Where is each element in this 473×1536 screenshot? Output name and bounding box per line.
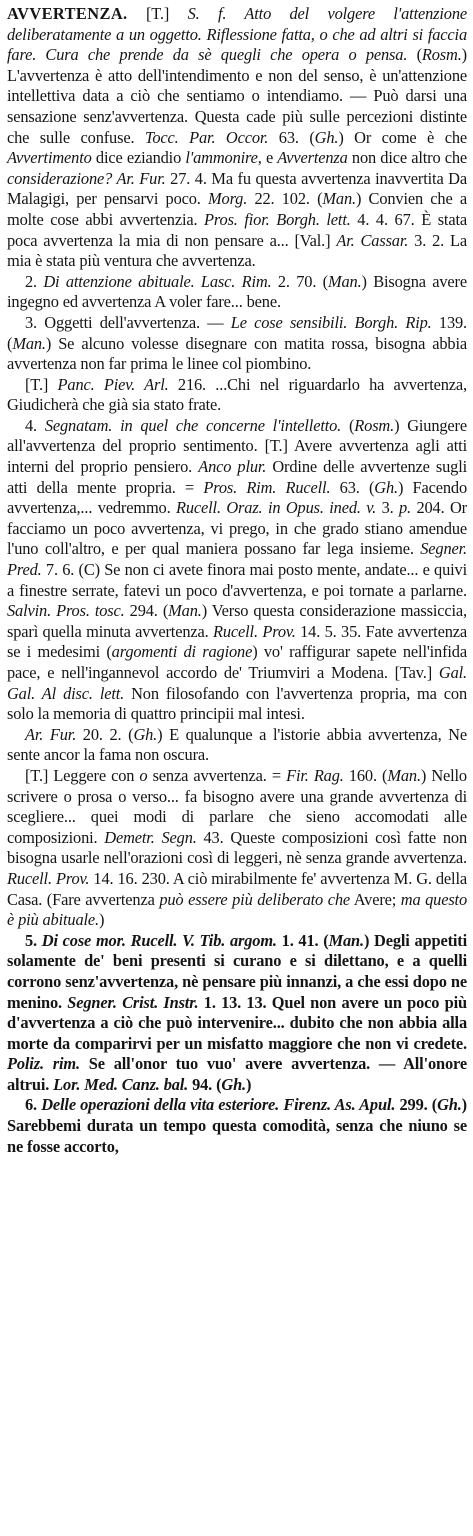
italic-segment: Tocc. Par. Occor. <box>144 127 269 147</box>
text-segment: ) L'avvertenza è atto dell'intendimento e non del senso, è un'attenzione intellettiva data a ciò che sentiamo o intendiamo. — Può darsi una sensazione senz'avvertenza. Questa cade più sulle percezioni distinte che sulle confuse. <box>7 45 467 147</box>
italic-segment: Man. <box>327 271 362 291</box>
text-segment: 7. 6. (C) Se non ci avete finora mai posto mente, andate... e quivi a finestre serrate, fatevi un poco d'avvertenza, e poi tornate a parlarne. <box>7 560 467 600</box>
italic-segment: Le cose sensibili. Borgh. Rip. <box>230 312 432 332</box>
text-segment: dice eziandio <box>91 148 186 168</box>
italic-segment: Rucell. Oraz. in Opus. ined. v. <box>176 498 377 518</box>
italic-segment: Pros. fior. Borgh. lett. <box>204 209 351 229</box>
italic-segment: Ar. Cassar. <box>336 230 409 250</box>
text-segment: [T.] <box>25 374 58 394</box>
text-segment: 5. <box>25 930 42 950</box>
text-segment: ( <box>341 415 355 435</box>
text-segment: 204. Or facciamo un poco avvertenza, vi prego, in che grado stiano amendue l'uno coll'altro, e per qual maniera possano far lega insieme. <box>7 498 467 559</box>
italic-segment: Gh. <box>133 724 158 744</box>
italic-segment: Delle operazioni della vita esteriore. Firenz. As. Apul. <box>41 1095 396 1115</box>
text-segment: ) Nello scrivere o prosa o verso... fa bisogno avere una grande avvertenza di scegliere... quei modi di parlare che sieno accomodati alle composizioni. <box>7 765 467 847</box>
text-segment: ) <box>98 910 105 930</box>
italic-segment: Panc. Piev. Arl. <box>57 374 169 394</box>
italic-segment: Rucell. Prov. <box>7 868 90 888</box>
text-segment: 1. 41. ( <box>276 930 329 950</box>
text-segment: [T.] Leggere con <box>25 765 140 785</box>
text-segment: 294. ( <box>124 601 169 621</box>
entry-paragraph <box>7 375 467 416</box>
text-segment: 160. ( <box>343 765 388 785</box>
italic-segment: Gh. <box>314 127 339 147</box>
text-segment: 94. ( <box>188 1074 222 1094</box>
text-segment: ) E qualunque a l'istorie abbia avvertenza, Ne sente ancor la fama non oscura. <box>7 724 467 765</box>
text-segment: 3. Oggetti dell'avvertenza. — <box>25 312 231 332</box>
text-segment: 14. 5. 35. Fate avvertenza se i medesimi ( <box>7 621 467 662</box>
italic-segment: Poliz. rim. <box>7 1054 80 1074</box>
italic-segment: Man. <box>387 765 421 785</box>
text-segment: Ordine delle avvertenze sugli atti della mente propria. = <box>7 457 468 497</box>
text-segment: non dice altro che <box>347 148 467 168</box>
text-segment: 1. 13. 13. Quel non avere un poco più d'avvertenza a ciò che può intervenire... dubito che non abbia alla morte da comparirvi per un misfatto maggiore che non vi credete. <box>7 992 467 1053</box>
text-segment: 6. <box>25 1095 42 1115</box>
italic-segment: Demetr. Segn. <box>104 827 197 847</box>
text-segment: 216. ...Chi nel riguardarlo ha avvertenza, Giudicherà che già sia stato frate. <box>7 374 467 415</box>
italic-segment: S. f. Atto del volgere l'attenzione deliberatamente a un oggetto. Riflessione fatta, o che ad altri si faccia fare. Cura che prende da sè quegli che opera o pensa. <box>7 4 467 65</box>
text-segment: ) Giungere all'avvertenza del proprio sentimento. [T.] Avere avvertenza agli atti interni del proprio pensiero. <box>7 415 467 477</box>
text-segment: , e <box>257 148 278 168</box>
italic-segment: Man. <box>12 333 46 353</box>
italic-segment: Gal. Gal. Al disc. lett. <box>7 663 467 703</box>
italic-segment: Salvin. Pros. tosc. <box>7 601 125 621</box>
italic-segment: Gh. <box>374 477 398 497</box>
italic-segment: o <box>139 765 148 785</box>
text-segment: ) <box>246 1074 252 1094</box>
italic-segment: Fir. Rag. <box>286 765 344 785</box>
text-segment: ( <box>407 45 422 65</box>
text-segment: ) Facendo avvertenza,... vedremmo. <box>7 477 467 518</box>
italic-segment: Ar. Fur. <box>25 724 77 744</box>
italic-segment: l'ammonire <box>185 148 258 168</box>
text-segment: Avere; <box>350 889 401 909</box>
dictionary-entry <box>7 4 467 1157</box>
italic-segment: Di attenzione abituale. Lasc. Rim. <box>43 271 272 291</box>
italic-segment: Di cose mor. Rucell. V. Tib. argom. <box>41 930 277 950</box>
italic-segment: ma questo è più abituale. <box>7 889 468 930</box>
italic-segment: Gh. <box>437 1095 462 1115</box>
text-segment: 2. 70. ( <box>271 271 328 291</box>
entry-paragraph <box>7 725 467 766</box>
text-segment: [T.] <box>127 4 188 23</box>
italic-segment: Gh. <box>221 1074 246 1094</box>
text-segment: Se all'onor tuo vuo' avere avvertenza. — All'onore altrui. <box>7 1054 467 1094</box>
entry-paragraph <box>7 931 467 1096</box>
italic-segment: Avvertimento <box>7 148 92 168</box>
italic-segment: Rucell. Prov. <box>213 621 296 641</box>
italic-segment: Morg. <box>208 189 248 209</box>
text-segment: 4. 4. 67. È stata poca avvertenza la mia di non pensare a... [Val.] <box>7 209 467 250</box>
entry-paragraph <box>7 313 467 375</box>
text-segment: ) Convien che a molte cose abbi avvertenzia. <box>7 189 467 229</box>
italic-segment: Anco plur. <box>198 457 267 477</box>
italic-segment: Pros. Rim. Rucell. <box>203 477 331 497</box>
text-segment: ) Degli appetiti solamente de' beni presenti si curano e si dilettano, e a quelli corrono senz'avvertenza, nè pensare più innanzi, a che essi dopo ne menino. <box>7 930 467 1012</box>
text-segment: 63. ( <box>330 477 375 497</box>
text-segment: ) Verso questa considerazione massiccia, sparì quella minuta avvertenza. <box>7 601 468 641</box>
text-segment: 3. <box>376 498 400 518</box>
text-segment: 27. 4. Ma fu questa avvertenza inavvertita Da Malagigi, per pensarvi poco. <box>7 168 467 209</box>
italic-segment: considerazione? Ar. Fur. <box>7 168 166 188</box>
text-segment: ) Or come è che <box>338 127 467 147</box>
headword: AVVERTENZA. <box>7 4 128 23</box>
text-segment: 2. <box>25 271 44 291</box>
italic-segment: Segner. Crist. Instr. <box>67 992 199 1012</box>
italic-segment: argomenti di ragione <box>111 642 253 662</box>
italic-segment: Rosm. <box>354 415 395 435</box>
entry-paragraph <box>7 272 467 313</box>
text-segment: 14. 16. 230. A ciò mirabilmente fe' avvertenza M. G. della Casa. (Fare avvertenza <box>7 868 467 909</box>
text-segment: ) Bisogna avere ingegno ed avvertenza A voler fare... bene. <box>7 271 467 312</box>
text-segment: 20. 2. ( <box>76 724 134 744</box>
text-segment: 4. <box>25 415 45 435</box>
italic-segment: Avvertenza <box>277 148 348 168</box>
text-segment: ) vo' raffigurar sapete nell'infida pace, e nell'ingannevol accordo de' Triumviri a Modena. [Tav.] <box>7 642 467 682</box>
entry-paragraph <box>7 766 467 931</box>
italic-segment: Man. <box>328 930 364 950</box>
italic-segment: p. <box>399 498 412 518</box>
italic-segment: Segnatam. in quel che concerne l'intelletto. <box>44 415 342 435</box>
italic-segment: Rosm. <box>421 45 462 65</box>
entry-paragraph <box>7 416 467 725</box>
italic-segment: Segner. Pred. <box>7 539 467 580</box>
italic-segment: Man. <box>168 601 202 621</box>
text-segment: 22. 102. ( <box>247 189 323 209</box>
entry-paragraph <box>7 1095 467 1157</box>
italic-segment: Lor. Med. Canz. bal. <box>53 1074 189 1094</box>
entry-paragraph <box>7 4 467 272</box>
text-segment: ) Se alcuno volesse disegnare con matita rossa, bisogna abbia avvertenza non far prima le linee col piombino. <box>7 333 467 374</box>
text-segment: ) Sarebbemi durata un tempo questa comodità, senza che niuno se ne fosse accorto, <box>7 1095 467 1156</box>
text-segment: senza avvertenza. = <box>147 765 287 785</box>
italic-segment: Man. <box>322 189 356 209</box>
text-segment: 139. ( <box>7 312 468 353</box>
text-segment: 299. ( <box>395 1095 438 1115</box>
text-segment: 3. 2. La mia è stata più ventura che avvertenza. <box>7 230 467 271</box>
text-segment: 63. ( <box>268 127 315 147</box>
italic-segment: può essere più deliberato che <box>159 889 350 909</box>
text-segment: Non filosofando con l'avvertenza propria, ma con solo la memoria di quattro principii mal intesi. <box>7 683 467 724</box>
text-segment: 43. Queste composizioni così fatte non bisogna usarle nell'orazioni così di leggeri, nè senza grande avvertenza. <box>7 827 467 868</box>
